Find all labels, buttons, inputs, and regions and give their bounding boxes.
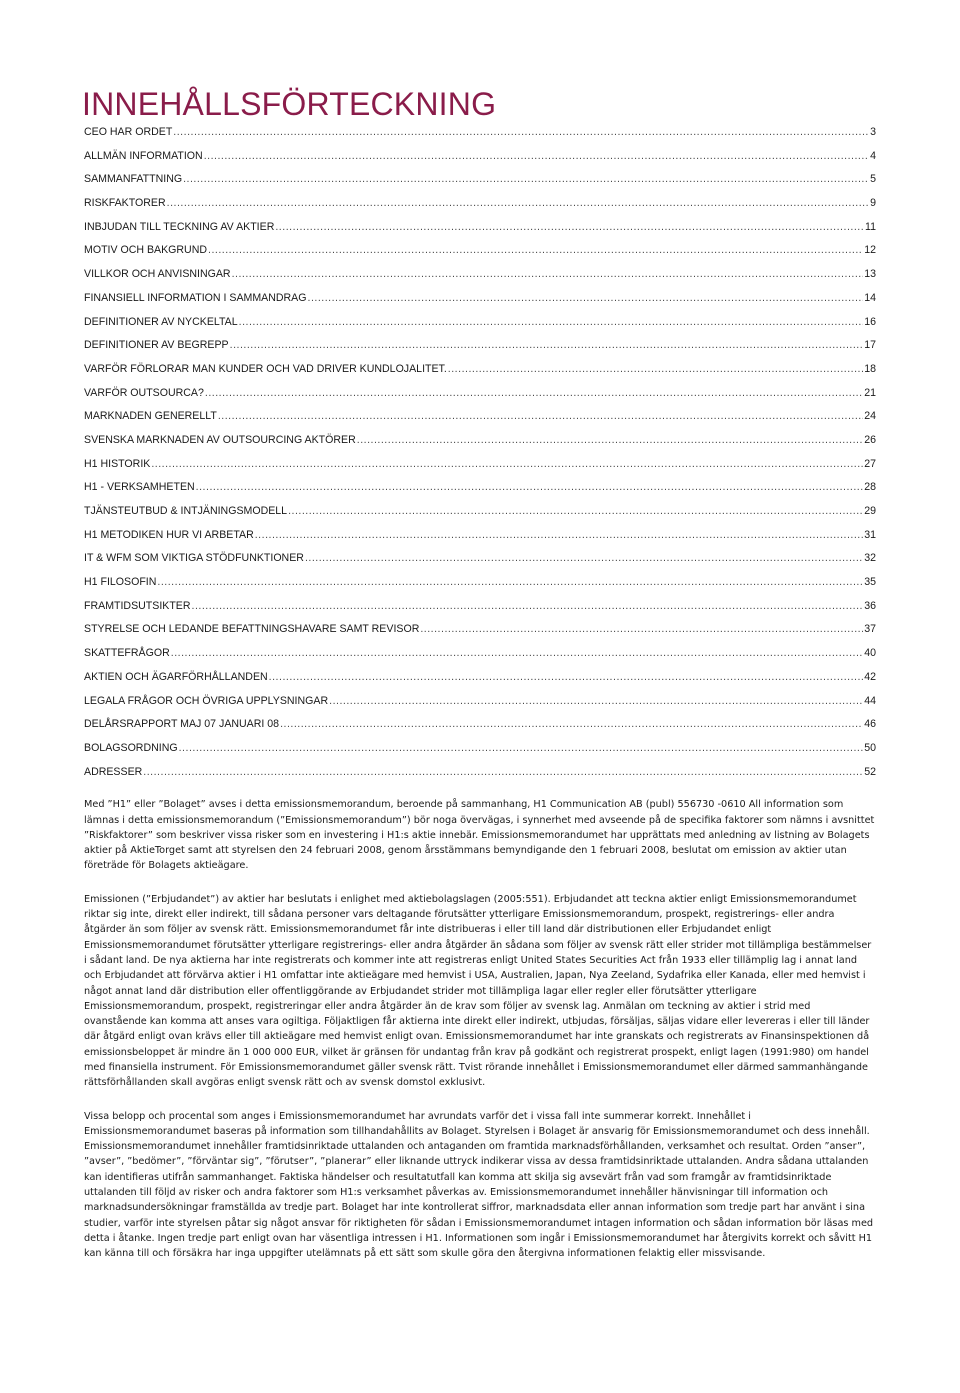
toc-entry-label: DEFINITIONER AV NYCKELTAL: [84, 315, 238, 328]
toc-entry-page: 21: [864, 386, 876, 399]
page-title: INNEHÅLLSFÖRTECKNING: [82, 86, 497, 122]
toc-entry-page: 4: [870, 149, 876, 162]
toc-entry[interactable]: [84, 339, 876, 363]
toc-leader-dots: [151, 458, 863, 470]
toc-entry-page: 17: [864, 339, 876, 352]
toc-leader-dots: [269, 671, 864, 683]
toc-leader-dots: [308, 292, 864, 304]
toc-entry[interactable]: [84, 410, 876, 434]
toc-entry-page: 29: [864, 505, 876, 517]
toc-leader-dots: [232, 268, 864, 280]
toc-entry[interactable]: [84, 671, 876, 695]
toc-entry-page: 28: [864, 481, 876, 494]
toc-entry-page: 40: [864, 647, 876, 660]
toc-entry-page: 12: [864, 244, 876, 257]
toc-leader-dots: [329, 695, 863, 707]
toc-entry[interactable]: [84, 197, 876, 221]
toc-entry[interactable]: [84, 600, 876, 624]
toc-entry-page: 35: [864, 576, 876, 589]
toc-leader-dots: [205, 387, 863, 399]
toc-entry[interactable]: [84, 292, 876, 316]
toc-leader-dots: [167, 197, 869, 209]
toc-entry[interactable]: [84, 458, 876, 482]
toc-entry[interactable]: [84, 742, 876, 766]
toc-entry-label: RISKFAKTORER: [84, 197, 166, 210]
toc-entry-label: VILLKOR OCH ANVISNINGAR: [84, 268, 231, 281]
toc-entry-page: 50: [864, 741, 876, 754]
toc-entry[interactable]: [84, 150, 876, 174]
toc-entry[interactable]: [84, 434, 876, 458]
toc-entry-page: 36: [864, 599, 876, 612]
toc-entry[interactable]: [84, 718, 876, 742]
toc-entry-label: ALLMÄN INFORMATION: [84, 149, 203, 162]
toc-entry[interactable]: [84, 576, 876, 600]
toc-entry[interactable]: [84, 244, 876, 268]
toc-entry-page: 37: [864, 623, 876, 636]
toc-entry-label: BOLAGSORDNING: [84, 741, 178, 754]
toc-entry[interactable]: [84, 126, 876, 150]
toc-leader-dots: [280, 718, 863, 730]
toc-leader-dots: [255, 529, 863, 541]
document-page: [84, 84, 876, 1262]
toc-entry[interactable]: [84, 552, 876, 576]
toc-entry-label: FINANSIELL INFORMATION I SAMMANDRAG: [84, 291, 307, 304]
toc-entry-label: DELÅRSRAPPORT MAJ 07 JANUARI 08: [84, 718, 280, 731]
toc-entry-label: MOTIV OCH BAKGRUND: [84, 244, 208, 257]
toc-leader-dots: [230, 339, 864, 351]
toc-entry-page: 24: [864, 410, 876, 423]
toc-entry-label: CEO HAR ORDET: [84, 126, 173, 138]
toc-leader-dots: [208, 244, 863, 256]
toc-leader-dots: [179, 742, 864, 754]
toc-leader-dots: [171, 647, 863, 659]
toc-entry-label: H1 - VERKSAMHETEN: [84, 481, 195, 494]
toc-entry-label: H1 FILOSOFIN: [84, 576, 157, 589]
paragraph-intro: Med ”H1” eller ”Bolaget” avses i detta emissionsmemorandum, beroende på sammanhang, H1 Communication AB (publ) 556730 -0610 All information som lämnas i detta emissionsmemorandum (”Emissionsmemorandum”) bör noga övervägas, i synnerhet med avseende på de specifika faktorer som nämns i avsnittet ”Riskfaktorer” som beskriver vissa risker som en investering i H1:s aktie innebär. Emissionsmemorandumet har upprättats med anledning av listning av Bolagets aktier på AktieTorget samt att styrelsen den 24 februari 2008, genom årsstämmans bemyndigande den 1 februari 2008, beslutat om emission av aktier utan företräde för Bolagets aktieägare.: [84, 799, 875, 872]
toc-entry-page: 31: [864, 528, 876, 541]
toc-entry[interactable]: [84, 173, 876, 197]
toc-entry[interactable]: [84, 766, 876, 790]
toc-entry-page: 3: [870, 126, 876, 138]
toc-entry-label: IT & WFM SOM VIKTIGA STÖDFUNKTIONER: [84, 552, 304, 565]
paragraph-disclaimer: Vissa belopp och procental som anges i Emissionsmemorandumet har avrundats varför det i vissa fall inte summerar korrekt. Innehållet i Emissionsmemorandumet baseras på information som tillhandahållits av Bolaget. Styrelsen i Bolaget är ansvarig för Emissionsmemorandumet och dess innehåll. Emissionsmemorandumet innehåller framtidsinriktade uttalanden och antaganden om framtida marknadsförhållanden, verksamhet och resultat. Orden ”anser”, ”avser”, ”bedömer”, ”förväntar sig”, ”förutser”, ”planerar” eller liknande uttryck indikerar vissa av dessa framtidsinriktade uttalanden. Andra sådana uttalanden kan identifieras utifrån sammanhanget. Faktiska händelser och resultatutfall kan komma att skilja sig avsevärt från vad som framgår av framtidsinriktade uttalanden till följd av risker och andra faktorer som H1:s verksamhet påverkas av. Emissionsmemorandumet innehåller hänvisningar till information och marknadsundersökningar framställda av tredje part. Bolaget har inte kontrollerat siffror, marknadsdata eller annan information som tredje part har använt i sina studier, varför inte styrelsen påtar sig något ansvar för riktigheten för sådan i Emissionsmemorandumet intagen information och sådan information bör läsas med detta i åtanke. Ingen tredje part enligt ovan har väsentliga intressen i H1. Informationen som ingår i Emissionsmemorandumet har återgivits korrekt och såvitt H1 kan känna till och försäkra har inga uppgifter utelämnats på ett sätt som skulle göra den återgivna informationen felaktig eller missvisande.: [84, 1110, 874, 1260]
toc-entry-page: 5: [870, 173, 876, 186]
toc-leader-dots: [218, 410, 863, 422]
paragraph-offer: Emissionen (”Erbjudandet”) av aktier har beslutats i enlighet med aktiebolagslagen (2005:551). Erbjudandet att teckna aktier enligt Emissionsmemorandumet riktar sig inte, direkt eller indirekt, till sådana personer vars deltagande förutsätter ytterligare Emissionsmemorandum, prospekt, registrerings- eller andra åtgärder än som följer av svensk rätt. Emissionsmemorandumet får inte distribueras i eller till land där distributionen eller Erbjudandet enligt Emissionsmemorandumet förutsätter ytterligare registrerings- eller andra åtgärder än sådana som följer av svensk rätt eller strider mot tillämpliga bestämmelser i sådant land. De nya aktierna har inte registrerats och kommer inte att registreras enligt United States Securities Act från 1933 eller tillämplig lag i annat land och Erbjudandet att förvärva aktier i H1 omfattar inte aktieägare med hemvist i USA, Australien, Japan, Nya Zeeland, Sydafrika eller Kanada, eller med hemvist i något annat land där distribution eller offentliggörande av Erbjudandet strider mot tillämpliga lagar eller regler eller förutsätter ytterligare Emissionsmemorandum, prospekt, registreringar eller andra åtgärder än de krav som följer av svensk lag. Anmälan om teckning av aktier i strid med ovanstående kan komma att anses vara ogiltiga. Följaktligen får aktierna inte direkt eller indirekt, utbjudas, försäljas, säljas vidare eller levereras i eller till länder där åtgärd enligt ovan krävs eller till aktieägare med hemvist enligt ovan. Emissionsmemorandumet har inte granskats och registrerats av Finansinspektionen då emissionsbeloppet är mindre än 1 000 000 EUR, vilket är gränsen för undantag från krav på godkänt och registrerat prospekt, enligt lagen (1991:980) om handel med finansiella instrument. För Emissionsmemorandumet gäller svensk rätt. Tvist rörande innehållet i Emissionsmemorandumet eller därmed sammanhängande rättsförhållanden skall avgöras enligt svensk rätt och av svensk domstol exklusivt.: [84, 893, 872, 1089]
toc-leader-dots: [192, 600, 864, 612]
toc-entry[interactable]: [84, 505, 876, 529]
toc-entry-page: 11: [865, 220, 876, 233]
toc-entry-label: VARFÖR FÖRLORAR MAN KUNDER OCH VAD DRIVER KUNDLOJALITET.: [84, 362, 447, 375]
toc-entry[interactable]: [84, 623, 876, 647]
toc-leader-dots: [196, 481, 864, 493]
toc-entry[interactable]: [84, 695, 876, 719]
toc-leader-dots: [173, 126, 869, 138]
toc-entry-label: MARKNADEN GENERELLT: [84, 410, 217, 423]
toc-entry-label: INBJUDAN TILL TECKNING AV AKTIER: [84, 220, 275, 233]
toc-leader-dots: [288, 505, 863, 517]
toc-entry[interactable]: [84, 647, 876, 671]
toc-entry-page: 26: [864, 433, 876, 446]
toc-leader-dots: [204, 150, 869, 162]
toc-entry-label: STYRELSE OCH LEDANDE BEFATTNINGSHAVARE SAMT REVISOR: [84, 623, 420, 636]
toc-entry-label: SVENSKA MARKNADEN AV OUTSOURCING AKTÖRER: [84, 433, 356, 446]
toc-entry-label: LEGALA FRÅGOR OCH ÖVRIGA UPPLYSNINGAR: [84, 694, 329, 707]
toc-leader-dots: [143, 766, 863, 778]
toc-leader-dots: [357, 434, 863, 446]
toc-entry-label: H1 METODIKEN HUR VI ARBETAR: [84, 528, 254, 541]
toc-entry[interactable]: [84, 316, 876, 340]
toc-entry-page: 14: [864, 291, 876, 304]
toc-entry-page: 42: [864, 670, 876, 683]
toc-entry-page: 18: [864, 362, 876, 375]
toc-entry[interactable]: [84, 529, 876, 553]
toc-entry-page: 52: [864, 765, 876, 778]
toc-leader-dots: [420, 623, 863, 635]
toc-entry[interactable]: [84, 481, 876, 505]
toc-entry-page: 46: [864, 718, 876, 731]
toc-entry-page: 13: [864, 268, 876, 281]
toc-entry-page: 44: [864, 694, 876, 707]
toc-entry-label: SAMMANFATTNING: [84, 173, 183, 186]
toc-entry-label: VARFÖR OUTSOURCA?: [84, 386, 204, 399]
toc-entry-label: FRAMTIDSUTSIKTER: [84, 599, 191, 612]
toc-leader-dots: [448, 363, 863, 375]
table-of-contents: [84, 126, 876, 789]
toc-entry[interactable]: [84, 268, 876, 292]
toc-entry[interactable]: [84, 363, 876, 387]
toc-entry-label: SKATTEFRÅGOR: [84, 647, 170, 660]
toc-entry[interactable]: [84, 387, 876, 411]
toc-entry-page: 32: [864, 552, 876, 565]
toc-entry-label: ADRESSER: [84, 765, 143, 778]
toc-entry-page: 27: [864, 457, 876, 470]
toc-leader-dots: [157, 576, 863, 588]
toc-entry[interactable]: [84, 221, 876, 245]
toc-entry-label: AKTIEN OCH ÄGARFÖRHÅLLANDEN: [84, 670, 268, 683]
toc-leader-dots: [183, 173, 869, 185]
toc-leader-dots: [275, 221, 864, 233]
toc-entry-label: H1 HISTORIK: [84, 457, 151, 470]
toc-leader-dots: [239, 316, 864, 328]
toc-entry-page: 16: [864, 315, 876, 328]
toc-entry-label: TJÄNSTEUTBUD & INTJÄNINGSMODELL: [84, 505, 288, 517]
toc-entry-page: 9: [870, 197, 876, 210]
toc-leader-dots: [305, 552, 863, 564]
toc-entry-label: DEFINITIONER AV BEGREPP: [84, 339, 229, 352]
